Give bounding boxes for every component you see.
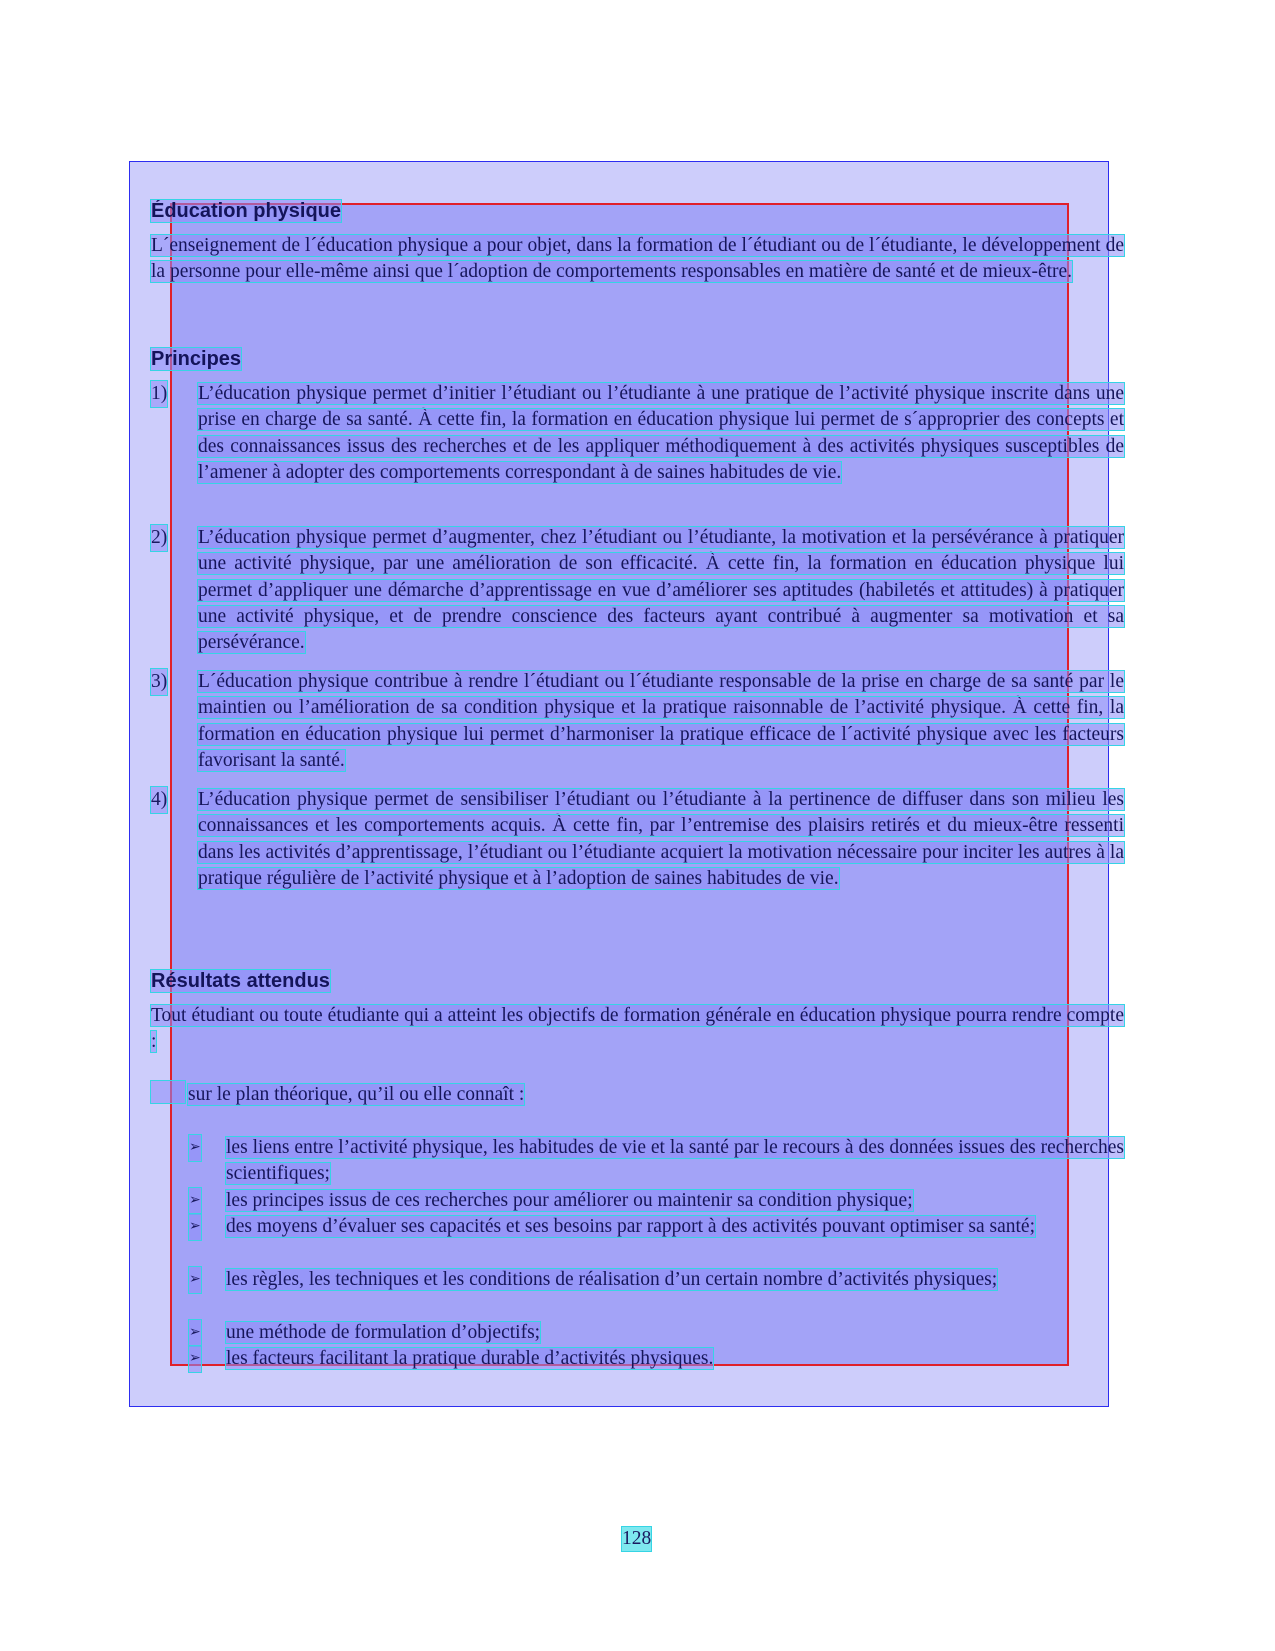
result-bullet-4: les règles, les techniques et les conditions de réalisation d’un certain nombre d’activités physiques; [226,1269,998,1290]
arrow-bullet-icon: ➢ [189,1188,201,1214]
arrow-bullet-icon: ➢ [189,1267,201,1293]
result-bullet-3: des moyens d’évaluer ses capacités et ses besoins par rapport à des activités pouvant optimiser sa santé; [226,1216,1036,1237]
principle-number-3: 3) [151,669,167,695]
result-bullet-1: les liens entre l’activité physique, les habitudes de vie et la santé par le recours à des données issues des recherches scientifiques; [226,1137,1124,1185]
section-heading-education: Éducation physique [151,200,342,222]
principle-number-1: 1) [151,381,167,407]
principle-text-4: L’éducation physique permet de sensibiliser l’étudiant ou l’étudiante à la pertinence de diffuser dans son milieu les connaissances et les comportements acquis. À cette fin, par l’entremise des plaisirs retirés et du mieux-être ressenti dans les activités d’apprentissage, l’étudiant ou l’étudiante acquiert la motivation nécessaire pour inciter les autres à la pratique régulière de l’activité physique et à l’adoption de saines habitudes de vie. [198,789,1124,889]
principle-number-2: 2) [151,525,167,551]
page-number: 128 [622,1528,652,1549]
arrow-bullet-icon: ➢ [189,1214,201,1240]
arrow-bullet-icon: ➢ [189,1346,201,1372]
principle-text-1: L’éducation physique permet d’initier l’étudiant ou l’étudiante à une pratique de l’activité physique inscrite dans une prise en charge de sa santé. À cette fin, la formation en éducation physique lui permet de s´approprier des concepts et des connaissances issus des recherches et de les appliquer méthodiquement à des activités physiques susceptibles de l’amener à adopter des comportements correspondant à de saines habitudes de vie. [198,383,1124,483]
education-paragraph: L´enseignement de l´éducation physique a pour objet, dans la formation de l´étudiant ou de l´étudiante, le développement de la personne pour elle-même ainsi que l´adoption de comportements responsables en matière de santé et de mieux-être. [151,235,1124,283]
section-heading-principes: Principes [151,348,242,370]
principle-text-3: L´éducation physique contribue à rendre l´étudiant ou l´étudiante responsable de la prise en charge de sa santé par le maintien ou l’amélioration de sa condition physique et la pratique raisonnable de l’activité physique. À cette fin, la formation en éducation physique lui permet d’harmoniser la pratique efficace de l´activité physique avec les facteurs favorisant la santé. [198,671,1124,771]
resultats-intro: Tout étudiant ou toute étudiante qui a atteint les objectifs de formation générale en éducation physique pourra rendre compte : [151,1005,1124,1053]
dash-marker [151,1081,185,1103]
result-bullet-6: les facteurs facilitant la pratique durable d’activités physiques. [226,1348,714,1369]
resultats-sublead: sur le plan théorique, qu’il ou elle connaît : [188,1084,525,1105]
section-heading-resultats: Résultats attendus [151,970,330,992]
principle-number-4: 4) [151,787,167,813]
result-bullet-2: les principes issus de ces recherches pour améliorer ou maintenir sa condition physique; [226,1190,913,1211]
arrow-bullet-icon: ➢ [189,1320,201,1346]
result-bullet-5: une méthode de formulation d’objectifs; [226,1322,541,1343]
arrow-bullet-icon: ➢ [189,1135,201,1161]
principle-text-2: L’éducation physique permet d’augmenter, chez l’étudiant ou l’étudiante, la motivation et la persévérance à pratiquer une activité physique, par une amélioration de son efficacité. À cette fin, la formation en éducation physique lui permet d’appliquer une démarche d’apprentissage en vue d’améliorer ses aptitudes (habiletés et attitudes) à pratiquer une activité physique, et de prendre conscience des facteurs ayant contribué à augmenter sa motivation et sa persévérance. [198,527,1124,654]
